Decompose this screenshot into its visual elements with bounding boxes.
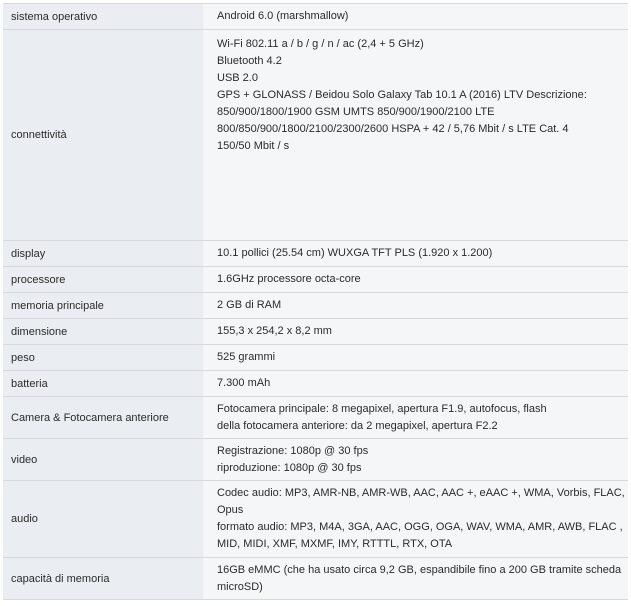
spec-value-line: formato audio: MP3, M4A, 3GA, AAC, OGG, OGA, WAV, WMA, AMR, AWB, FLAC , xyxy=(217,521,623,533)
spec-row xyxy=(3,345,628,371)
spec-value-line: della fotocamera anteriore: da 2 megapixel, apertura F2.2 xyxy=(217,419,498,432)
spec-value-line: riproduzione: 1080p @ 30 fps xyxy=(217,461,362,474)
spec-value-line: 10.1 pollici (25.54 cm) WUXGA TFT PLS (1.920 x 1.200) xyxy=(217,247,493,259)
spec-value xyxy=(203,397,628,439)
spec-value-line: Android 6.0 (marshmallow) xyxy=(217,10,349,22)
spec-value xyxy=(203,319,628,345)
spec-value xyxy=(203,439,628,481)
spec-table-body xyxy=(3,4,628,600)
spec-value-line: 525 grammi xyxy=(217,351,276,363)
spec-value xyxy=(203,267,628,293)
spec-row xyxy=(3,30,628,241)
spec-value-line: 7.300 mAh xyxy=(217,377,271,389)
spec-label: capacità di memoria xyxy=(3,558,203,600)
spec-value-line: MID, MIDI, XMF, MXMF, IMY, RTTTL, RTX, OTA xyxy=(217,538,453,550)
spec-value-line: microSD) xyxy=(217,580,263,593)
spec-value-line: Wi-Fi 802.11 a / b / g / n / ac (2,4 + 5 GHz) xyxy=(217,38,424,50)
spec-value-line: 850/900/1800/1900 GSM UMTS 850/900/1900/2100 LTE xyxy=(217,106,495,118)
spec-label: display xyxy=(3,241,203,267)
spec-row xyxy=(3,371,628,397)
spec-label: dimensione xyxy=(3,319,203,345)
spec-row xyxy=(3,397,628,439)
spec-value-line: Fotocamera principale: 8 megapixel, apertura F1.9, autofocus, flash xyxy=(217,402,547,415)
spec-value xyxy=(203,345,628,371)
spec-row xyxy=(3,241,628,267)
spec-row xyxy=(3,4,628,30)
spec-value-line: Registrazione: 1080p @ 30 fps xyxy=(217,444,369,457)
spec-value xyxy=(203,4,628,30)
spec-row xyxy=(3,481,628,558)
spec-value-line: 16GB eMMC (che ha usato circa 9,2 GB, espandibile fino a 200 GB tramite scheda xyxy=(217,563,622,576)
spec-value-line: Bluetooth 4.2 xyxy=(217,55,282,67)
spec-label: connettività xyxy=(3,30,203,241)
spec-value-line: Codec audio: MP3, AMR-NB, AMR-WB, AAC, AAC +, eAAC +, WMA, Vorbis, FLAC, xyxy=(217,487,625,499)
spec-row xyxy=(3,293,628,319)
spec-table xyxy=(3,3,628,600)
spec-value-line: Opus xyxy=(217,504,244,516)
spec-label: Camera & Fotocamera anteriore xyxy=(3,397,203,439)
spec-label: video xyxy=(3,439,203,481)
spec-value-line: USB 2.0 xyxy=(217,72,258,84)
spec-row xyxy=(3,319,628,345)
spec-label: batteria xyxy=(3,371,203,397)
spec-label: audio xyxy=(3,481,203,558)
spec-value-line: 1.6GHz processore octa-core xyxy=(217,273,361,285)
spec-value xyxy=(203,293,628,319)
spec-value xyxy=(203,558,628,600)
spec-label: sistema operativo xyxy=(3,4,203,30)
spec-value-line: 800/850/900/1800/2100/2300/2600 HSPA + 42 / 5,76 Mbit / s LTE Cat. 4 xyxy=(217,123,569,135)
spec-value xyxy=(203,371,628,397)
spec-row xyxy=(3,558,628,600)
spec-row xyxy=(3,267,628,293)
spec-label: peso xyxy=(3,345,203,371)
spec-value-line: 2 GB di RAM xyxy=(217,299,282,311)
spec-value xyxy=(203,30,628,241)
spec-row xyxy=(3,439,628,481)
spec-label: memoria principale xyxy=(3,293,203,319)
spec-value-line: 155,3 x 254,2 x 8,2 mm xyxy=(217,325,332,337)
spec-value xyxy=(203,241,628,267)
spec-value xyxy=(203,481,628,558)
spec-value-line: GPS + GLONASS / Beidou Solo Galaxy Tab 10.1 A (2016) LTV Descrizione: xyxy=(217,89,587,101)
spec-label: processore xyxy=(3,267,203,293)
spec-value-line: 150/50 Mbit / s xyxy=(217,140,290,152)
